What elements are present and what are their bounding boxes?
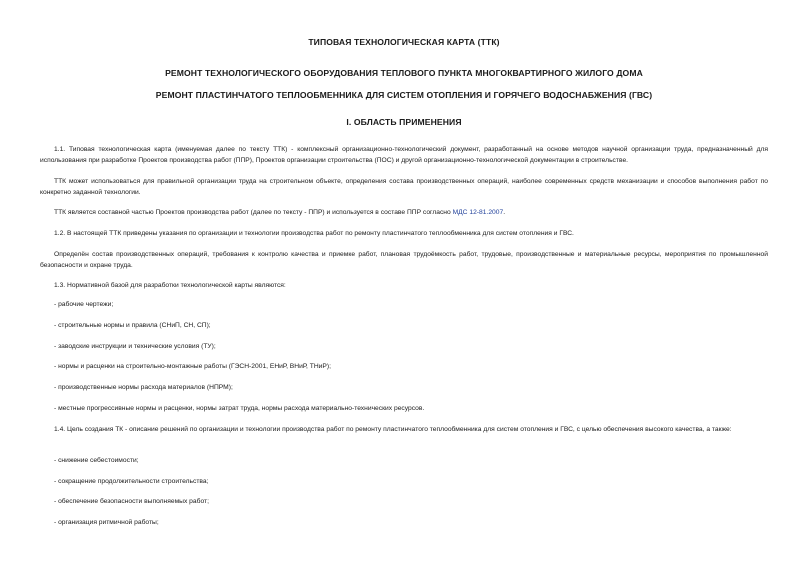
list-item: - производственные нормы расхода материалов (НПРМ);: [54, 384, 233, 391]
list-item: - сокращение продолжительности строительства;: [54, 478, 209, 485]
paragraph-ttk-usage: ТТК может использоваться для правильной организации труда на строительном объекте, определения состава производственных операций, наиболее современных средств механизации и способов выполнения работ по конкретно заданной технологии.: [40, 178, 768, 196]
list-item: - организация ритмичной работы;: [54, 519, 159, 526]
paragraph-operations: Определён состав производственных операций, требования к контролю качества и приемке работ, плановая трудоёмкость работ, трудовые, производственные и материальные ресурсы, мероприятия по промышленной безопасности и охране труда.: [40, 251, 768, 269]
document-subtitle-1: РЕМОНТ ТЕХНОЛОГИЧЕСКОГО ОБОРУДОВАНИЯ ТЕПЛОВОГО ПУНКТА МНОГОКВАРТИРНОГО ЖИЛОГО ДОМА: [165, 68, 643, 78]
paragraph-ttk-ppr: [40, 208, 768, 219]
paragraph-1-3: 1.3. Нормативной базой для разработки технологической карты являются:: [54, 282, 286, 289]
list-item: - местные прогрессивные нормы и расценки, нормы затрат труда, нормы расхода материально-технических ресурсов.: [54, 405, 425, 412]
paragraph-1-1: 1.1. Типовая технологическая карта (именуемая далее по тексту ТТК) - комплексный организационно-технологический документ, разработанный на основе методов научной организации труда, предназначенный для использования при разработке Проектов производства работ (ППР), Проектов организации строительства (ПОС) и другой организационно-технологической документации в строительстве.: [40, 146, 768, 164]
section-heading: I. ОБЛАСТЬ ПРИМЕНЕНИЯ: [346, 117, 462, 127]
paragraph-1-4: 1.4. Цель создания ТК - описание решений по организации и технологии производства работ по ремонту пластинчатого теплообменника для систем отопления и ГВС, с целью обеспечения высокого качества, а также:: [54, 426, 732, 433]
document-subtitle-2: РЕМОНТ ПЛАСТИНЧАТОГО ТЕПЛООБМЕННИКА ДЛЯ СИСТЕМ ОТОПЛЕНИЯ И ГОРЯЧЕГО ВОДОСНАБЖЕНИЯ (ГВС): [155, 90, 653, 100]
paragraph-1-2: 1.2. В настоящей ТТК приведены указания по организации и технологии производства работ по ремонту пластинчатого теплообменника для систем отопления и ГВС.: [54, 230, 574, 237]
paragraph-ttk-ppr-end: .: [503, 209, 506, 216]
document-type-title: ТИПОВАЯ ТЕХНОЛОГИЧЕСКАЯ КАРТА (ТТК): [308, 37, 500, 47]
mds-link[interactable]: МДС 12-81.2007: [452, 209, 504, 216]
list-item: - строительные нормы и правила (СНиП, СН, СП);: [54, 322, 211, 329]
list-item: - рабочие чертежи;: [54, 301, 114, 308]
paragraph-ttk-ppr-text: ТТК является составной частью Проектов производства работ (далее по тексту - ППР) и используется в составе ППР согласно: [54, 209, 453, 216]
list-item: - нормы и расценки на строительно-монтажные работы (ГЭСН-2001, ЕНиР, ВНиР, ТНиР);: [54, 363, 331, 370]
list-item: - снижение себестоимости;: [54, 457, 139, 464]
list-item: - заводские инструкции и технические условия (ТУ);: [54, 343, 216, 350]
list-item: - обеспечение безопасности выполняемых работ;: [54, 498, 209, 505]
